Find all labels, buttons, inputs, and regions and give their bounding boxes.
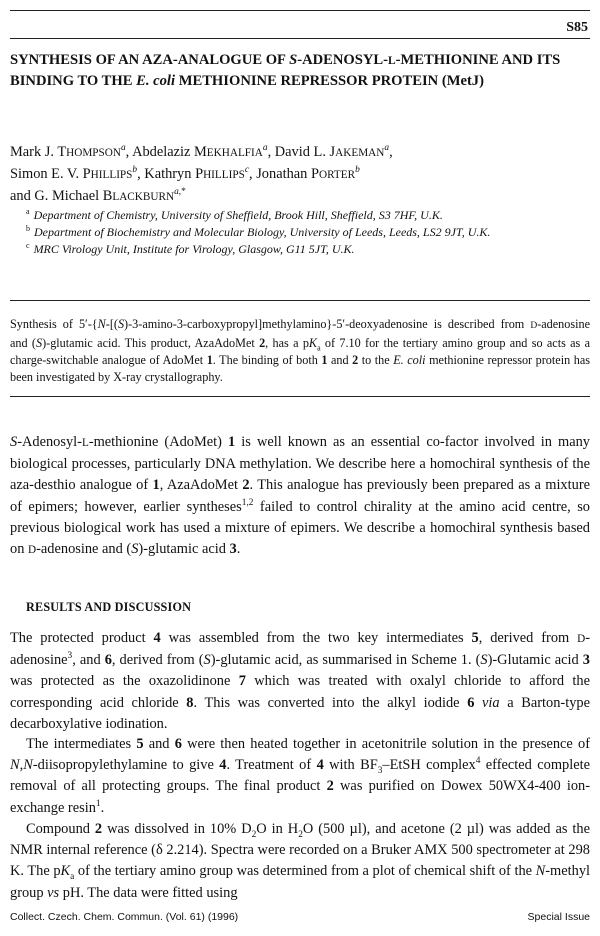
issue-label: Special Issue [527, 911, 590, 923]
affiliation: $^a$ Department of Chemistry, University of Sheffield, Brook Hill, Sheffield, S3 7HF, U.K. [26, 207, 443, 222]
article-title: SYNTHESIS OF AN AZA-ANALOGUE OF S-ADENOSYL-L-METHIONINE AND ITS BINDING TO THE E. coli METHIONINE REPRESSOR PROTEIN (MetJ) [10, 52, 561, 89]
page-footer [10, 911, 590, 923]
journal-citation: Collect. Czech. Chem. Commun. (Vol. 61) (1996) [10, 911, 239, 923]
abstract-rule-top [10, 300, 590, 301]
page-number: S85 [566, 20, 588, 35]
results-paragraph: Compound 2 was dissolved in 10% $D_2O$ in $H_2O$ (500 µl), and acetone (2 µl) was added as the NMR internal reference (δ 2.214). Spectra were recorded on a Bruker AMX 500 spectrometer at 298 K. The $pK_a$ of the tertiary amino group was determined from a plot of chemical shift of the N-methyl group vs pH. The data were fitted using [10, 821, 591, 901]
intro-paragraph: S-Adenosyl-L-methionine (AdoMet) 1 is well known as an essential co-factor involved in many biological processes, particularly DNA methylation. We describe here a homochiral synthesis of the aza-desthio analogue of 1, AzaAdoMet 2. This analogue has previously been prepared as a mixture of epimers; however, earlier syntheses$^{1,2}$ failed to control chirality at the amino acid centre, so previous biological work has used a mixture of epimers. We describe a homochiral synthesis based on D-adenosine and (S)-glutamic acid 3. [10, 434, 591, 558]
section-heading: RESULTS AND DISCUSSION [26, 600, 192, 614]
abstract-rule-bottom [10, 396, 590, 397]
author: David L. JAKEMAN$^a$ [274, 143, 390, 160]
results-paragraph: The protected product 4 was assembled from the two key intermediates 5, derived from D-adenosine$^3$, and 6, derived from (S)-glutamic acid, as summarised in Scheme 1. (S)-Glutamic acid 3 was protected as the oxazolidinone 7 which was treated with oxalyl chloride to afford the corresponding acid chloride 8. This was converted into the alkyl iodide 6 via a Barton-type decarboxylative iodination. [10, 630, 591, 732]
abstract: Synthesis of 5′-{N-[(S)-3-amino-3-carboxypropyl]methylamino}-5′-deoxyadenosine is described from D-adenosine and (S)-glutamic acid. This product, AzaAdoMet 2, has a $pK_a$ of 7.10 for the tertiary amino group and so acts as a charge-switchable analogue of AdoMet 1. The binding of both 1 and 2 to the E. coli methionine repressor protein has been investigated by X-ray crystallography. [10, 317, 591, 384]
author-list: Mark J. THOMPSON$^a$, Abdelaziz MEKHALFIA$^a$, David L. JAKEMAN$^a$, Simon E. V. PHILLIPS$^b$, Kathryn PHILLIPS$^c$, Jonathan PORTER$^b$ and G. Michael $BLACKBURN^{a,*}$ [10, 143, 393, 204]
results-paragraph: The intermediates 5 and 6 were then heated together in acetonitrile solution in the presence of N,N-diisopropylethylamine to give 4. Treatment of 4 with $BF_3$–EtSH complex$^4$ effected complete removal of all protecting groups. The final product 2 was purified on Dowex 50WX4-400 ion-exchange resin$^1$. [10, 736, 591, 816]
affiliations [26, 207, 591, 258]
header-rule-lower [10, 38, 590, 39]
author: G. Michael $BLACKBURN^{a,*}$ [34, 187, 186, 204]
affiliation: $^b$ Department of Biochemistry and Molecular Biology, University of Leeds, Leeds, LS2 9JT, U.K. [26, 224, 491, 239]
author: Kathryn PHILLIPS$^c$ [144, 165, 249, 182]
author: Mark J. THOMPSON$^a$ [10, 143, 126, 160]
author: Abdelaziz MEKHALFIA$^a$ [132, 143, 268, 160]
author: Jonathan PORTER$^b$ [256, 165, 360, 182]
affiliation: $^c$ MRC Virology Unit, Institute for Virology, Glasgow, G11 5JT, U.K. [26, 241, 355, 256]
author: Simon E. V. PHILLIPS$^b$ [10, 165, 138, 182]
header-rule [10, 10, 590, 11]
